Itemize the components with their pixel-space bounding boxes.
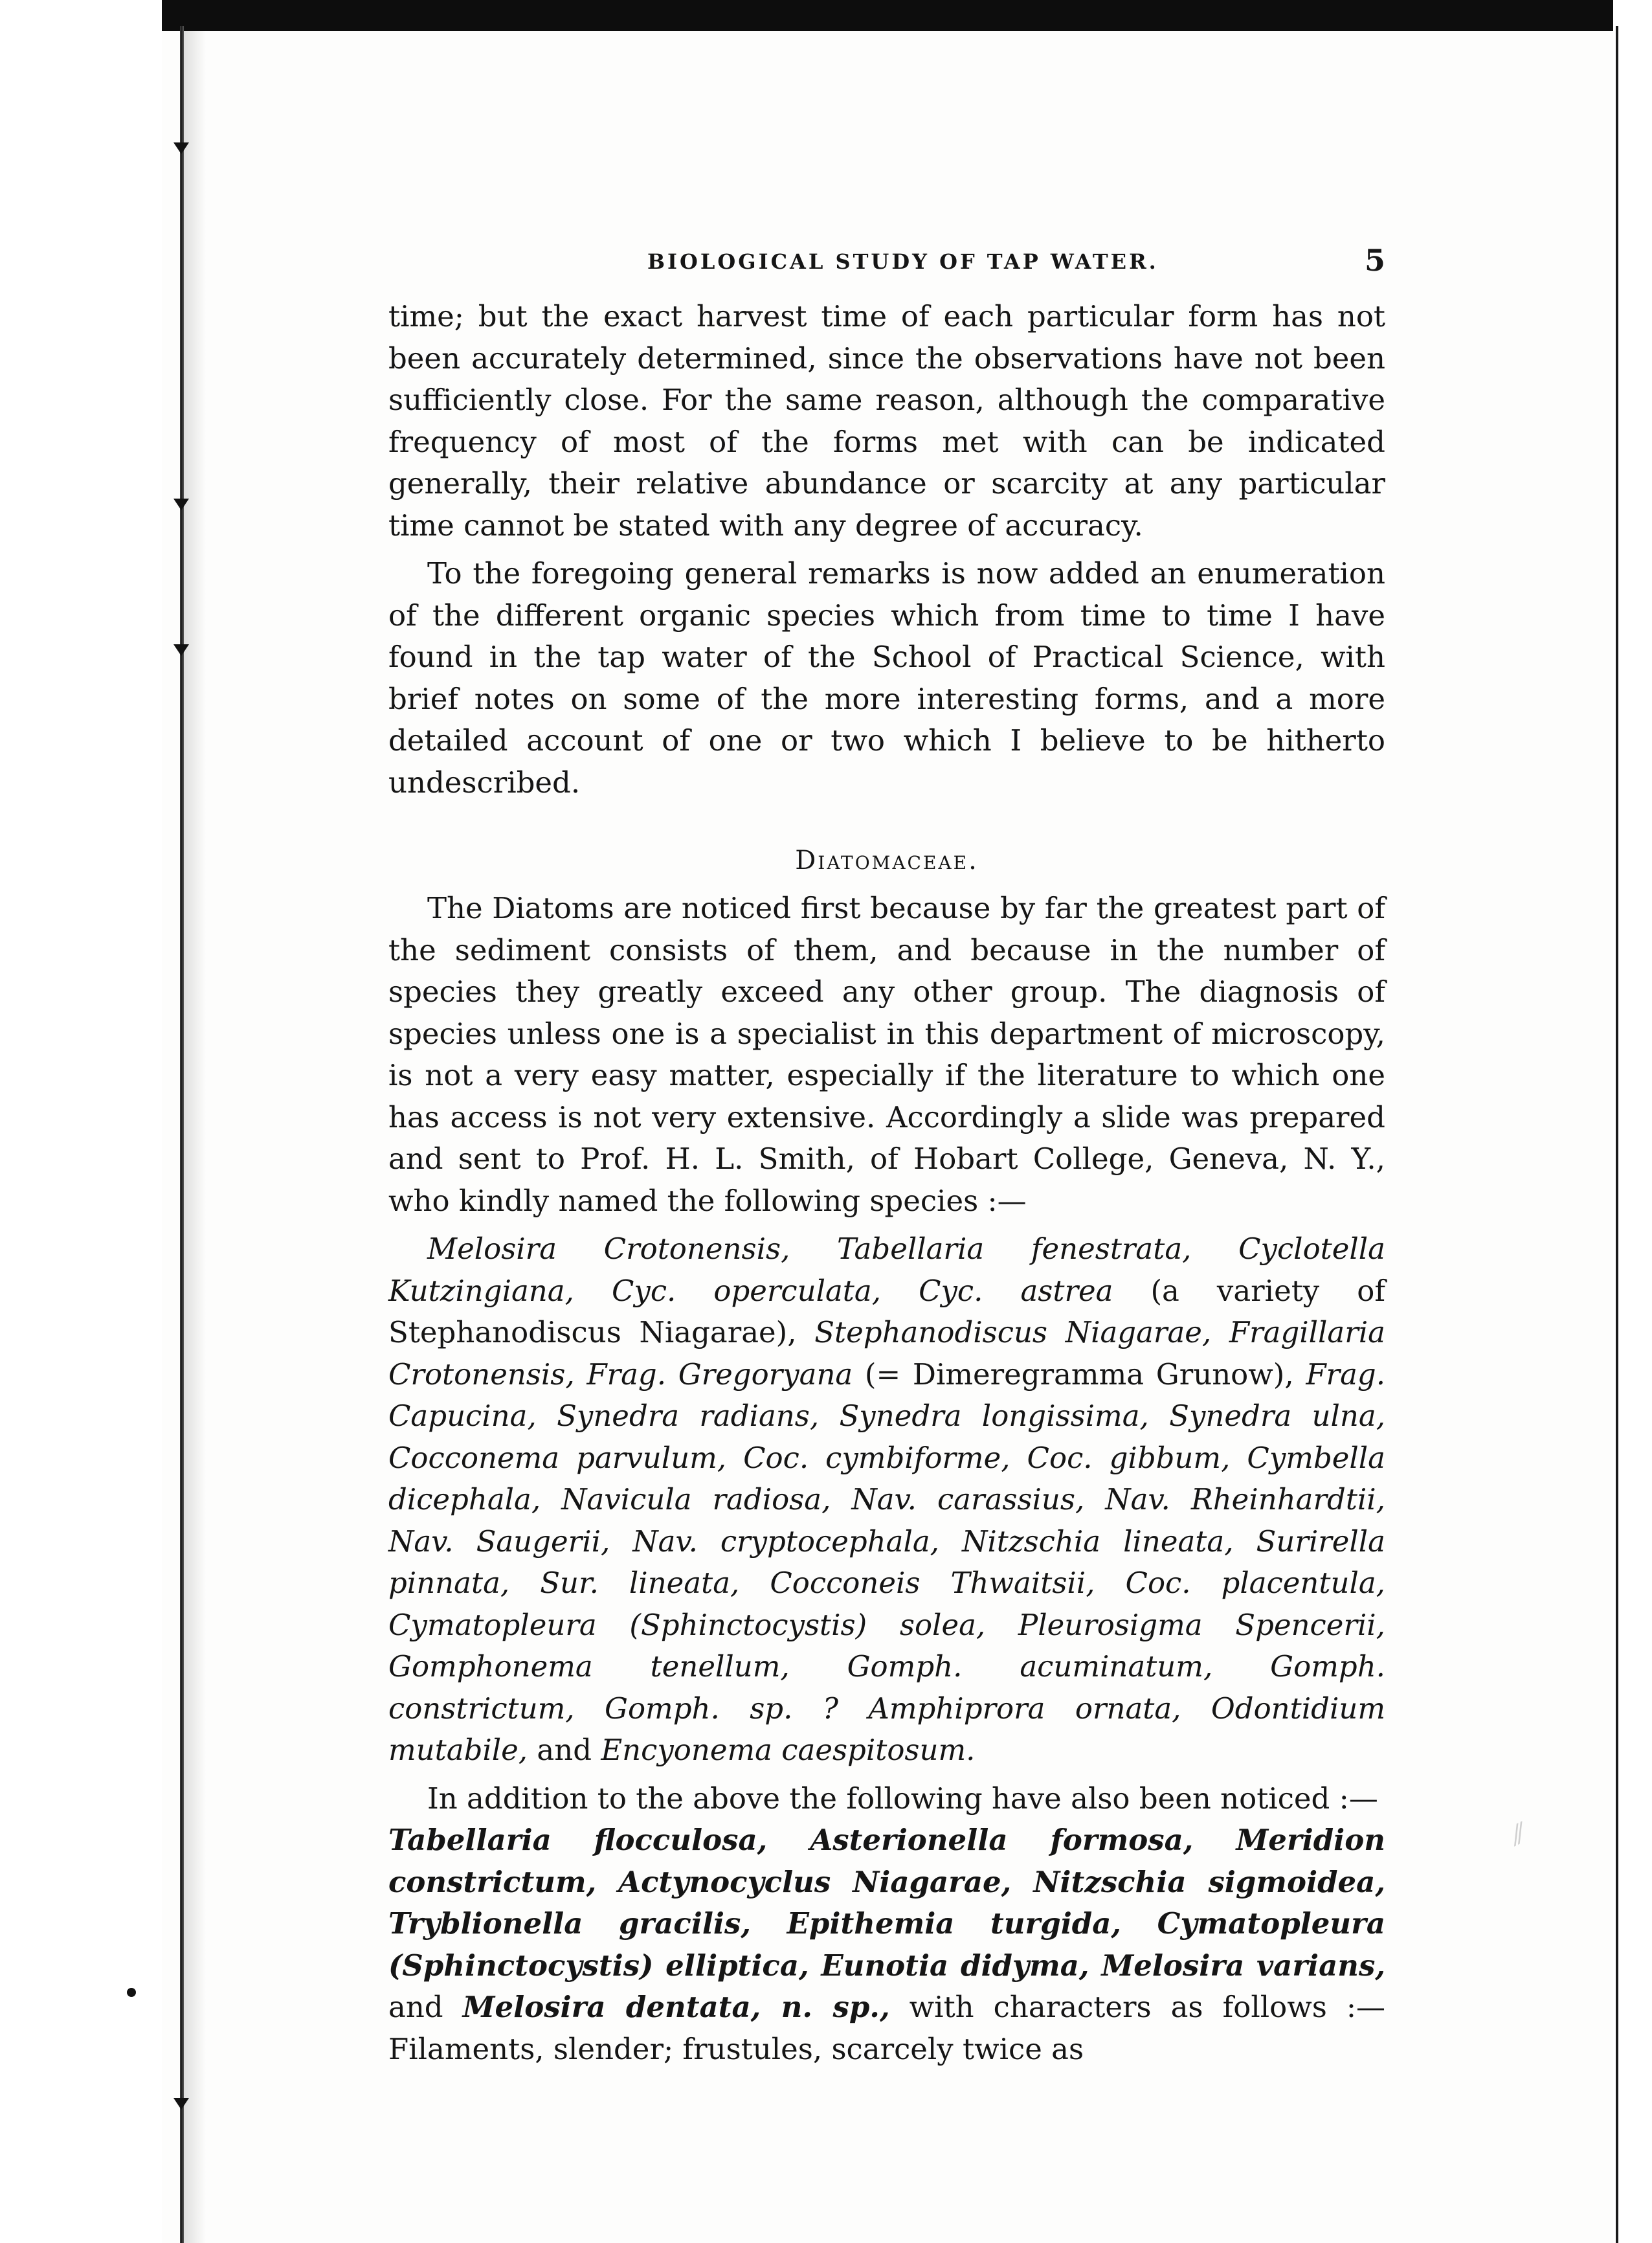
scan-left-margin xyxy=(0,0,162,2243)
page-right-edge xyxy=(1616,26,1618,2243)
paragraph: time; but the exact harvest time of each particular form has not been accurately determined, since the observations have not been sufficiently close. For the same reason, although the comparative frequency of most of the forms met with can be indicated generally, their relative abundance or scarcity at any particular time cannot be stated with any degree of accuracy. xyxy=(388,299,1385,543)
page-text xyxy=(388,243,1386,2070)
conjunction: and xyxy=(388,1990,463,2024)
gutter-shadow xyxy=(184,31,206,2243)
binding-mark-icon xyxy=(173,2098,189,2110)
species-list xyxy=(388,1228,1385,1772)
paper-speck-icon: ⁄⁄ xyxy=(1508,1819,1529,1851)
page-number: 5 xyxy=(1364,243,1385,278)
binding-mark-icon xyxy=(173,499,189,510)
species-names: Melosira dentata, n. sp., xyxy=(462,1990,890,2024)
paragraph: To the foregoing general remarks is now added an enumeration of the different organic species which from time to time I have found in the tap water of the School of Practical Science, with brief notes on some of the more interesting forms, and a more detailed account of one or two which I believe to be hitherto undescribed. xyxy=(388,556,1385,800)
page-header xyxy=(388,243,1385,296)
species-names: Stephanodiscus Niagarae, Fragillaria Crotonensis, Frag. Gregoryana xyxy=(388,1315,1385,1392)
species-note: (= Dimeregramma Grunow), xyxy=(853,1357,1306,1392)
running-head: BIOLOGICAL STUDY OF TAP WATER. xyxy=(647,249,1159,274)
paragraph: The Diatoms are noticed first because by far the greatest part of the sediment consists of them, and because in the number of species they greatly exceed any other group. The diagnosis of species unless one is a specialist in this department of microscopy, is not a very easy matter, especially if the literature to which one has access is not very extensive. Accordingly a slide was prepared and sent to Prof. H. L. Smith, of Hobart College, Geneva, N. Y., who kindly named the following species :— xyxy=(388,891,1385,1218)
scan-top-border xyxy=(0,0,1652,31)
species-names: Tabellaria flocculosa, Asterionella formosa, Meridion constrictum, Actynocyclus Niagarae, Nitzschia sigmoidea, Tryblionella gracilis, Epithemia turgida, Cymatopleura (Sphinctocystis) elliptica, Eunotia didyma, Melosira varians, xyxy=(388,1823,1385,1983)
conjunction: and xyxy=(528,1733,601,1767)
species-note: (a variety of Stephanodiscus Niagarae), xyxy=(388,1273,1385,1349)
binding-mark-icon xyxy=(173,644,189,656)
species-names: Melosira Crotonensis, Tabellaria fenestrata, Cyclotella Kutzingiana, Cyc. operculata, Cyc. astrea xyxy=(388,1232,1385,1308)
binding-dot-icon xyxy=(127,1988,136,1997)
species-list-additional xyxy=(388,1820,1385,2070)
species-names: Encyonema caespitosum. xyxy=(601,1733,976,1767)
species-names: Frag. Capucina, Synedra radians, Synedra longissima, Synedra ulna, Cocconema parvulum, Coc. cymbiforme, Coc. gibbum, Cymbella dicephala, Navicula radiosa, Nav. carassius, Nav. Rheinhardtii, Nav. Saugerii, Nav. cryptocephala, Nitzschia lineata, Surirella pinnata, Sur. lineata, Cocconeis Thwaitsii, Coc. placentula, Cymatopleura (Sphinctocystis) solea, Pleurosigma Spencerii, Gomphonema tenellum, Gomph. acuminatum, Gomph. constrictum, Gomph. sp. ? Amphiprora ornata, Odontidium mutabile, xyxy=(388,1357,1386,1767)
scan-right-margin xyxy=(1613,0,1652,2243)
section-heading: Diatomaceae. xyxy=(795,846,979,875)
binding-mark-icon xyxy=(173,142,189,154)
species-description: with characters as follows :—Filaments, slender; frustules, scarcely twice as xyxy=(388,1990,1386,2066)
paragraph: In addition to the above the following have also been noticed :— xyxy=(427,1781,1378,1816)
